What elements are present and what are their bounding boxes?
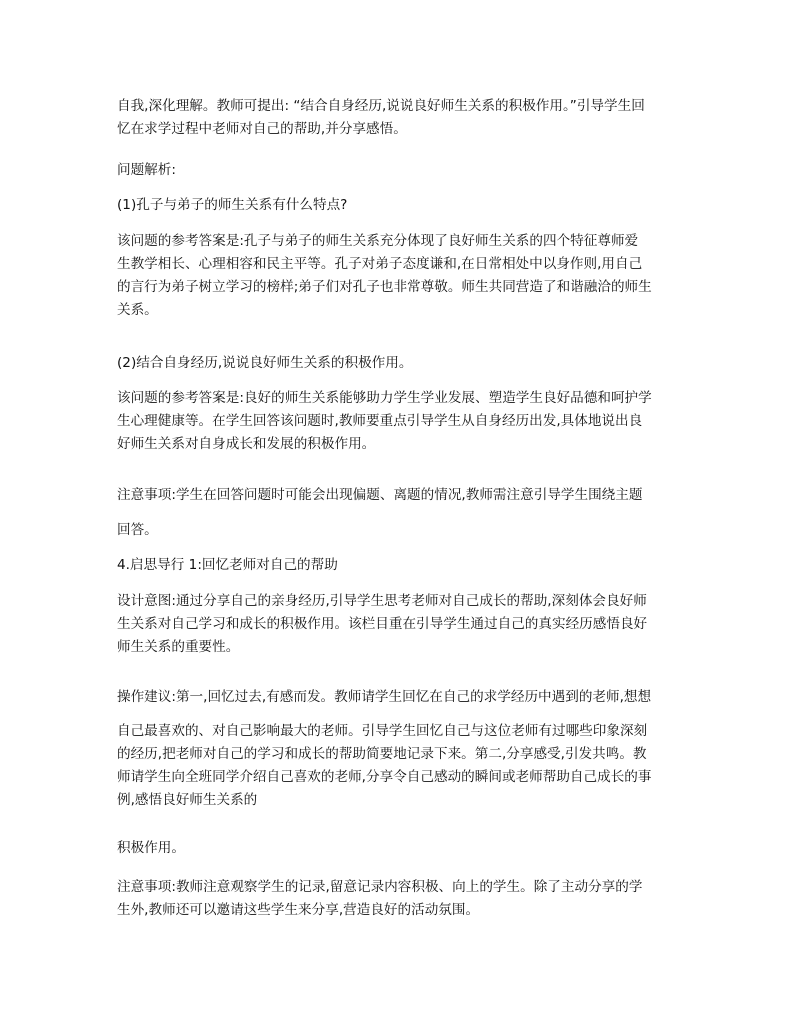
paragraph-question-2 <box>117 352 677 375</box>
text-line: 设计意图:通过分享自己的亲身经历,引导学生思考老师对自己成长的帮助,深刻体会良好师 <box>117 593 647 609</box>
text-line: 回答。 <box>117 522 158 538</box>
text-line: 忆在求学过程中老师对自己的帮助,并分享感悟。 <box>117 121 407 137</box>
text-line: 注意事项:学生在回答问题时可能会出现偏题、离题的情况,教师需注意引导学生围绕主题 <box>117 487 643 503</box>
paragraph-notes-2 <box>117 876 677 922</box>
text-line: 自我,深化理解。教师可提出: “结合自身经历,说说良好师生关系的积极作用。”引导学生回 <box>117 98 645 114</box>
text-line: 该问题的参考答案是:孔子与弟子的师生关系充分体现了良好师生关系的四个特征尊师爱 <box>117 233 639 249</box>
paragraph-question-1 <box>117 194 677 217</box>
paragraph-intro <box>117 95 677 141</box>
text-line: 积极作用。 <box>117 840 185 856</box>
section-heading <box>117 554 677 577</box>
text-line: 的言行为弟子树立学习的榜样;弟子们对孔子也非常尊敬。师生共同营造了和谐融洽的师生 <box>117 279 652 295</box>
text-line: 该问题的参考答案是:良好的师生关系能够助力学生学业发展、塑造学生良好品德和呵护学 <box>117 390 652 406</box>
text-line: 生心理健康等。在学生回答该问题时,教师要重点引导学生从自身经历出发,具体地说出良 <box>117 413 643 429</box>
text-line: 的经历,把老师对自己的学习和成长的帮助简要地记录下来。第二,分享感受,引发共鸣。教 <box>117 746 647 762</box>
text-line: 操作建议:第一,回忆过去,有感而发。教师请学生回忆在自己的求学经历中遇到的老师,想想 <box>117 689 652 705</box>
paragraph-answer-1 <box>117 230 677 322</box>
paragraph-operation-advice <box>117 686 677 709</box>
text-line: 师请学生向全班同学介绍自己喜欢的老师,分享令自己感动的瞬间或老师帮助自己成长的事 <box>117 769 652 785</box>
text-line: (2)结合自身经历,说说良好师生关系的积极作用。 <box>117 355 413 371</box>
paragraph-notes-1 <box>117 484 677 507</box>
paragraph-notes-1-cont <box>117 519 677 542</box>
text-line: 生关系对自己学习和成长的积极作用。该栏目重在引导学生通过自己的真实经历感悟良好 <box>117 616 648 632</box>
text-line: 4.启思导行 1:回忆老师对自己的帮助 <box>117 557 338 573</box>
text-line: 师生关系的重要性。 <box>117 639 240 655</box>
paragraph-operation-advice-cont <box>117 720 677 812</box>
paragraph-problem-analysis-heading <box>117 159 677 182</box>
text-line: 生教学相长、心理相容和民主平等。孔子对弟子态度谦和,在日常相处中以身作则,用自己 <box>117 256 643 272</box>
paragraph-positive-effect <box>117 837 677 860</box>
text-line: 关系。 <box>117 302 158 318</box>
text-line: 问题解析: <box>117 162 176 178</box>
text-line: 注意事项:教师注意观察学生的记录,留意记录内容积极、向上的学生。除了主动分享的学 <box>117 879 643 895</box>
text-line: 自己最喜欢的、对自己影响最大的老师。引导学生回忆自己与这位老师有过哪些印象深刻 <box>117 723 648 739</box>
text-line: 例,感悟良好师生关系的 <box>117 792 258 808</box>
text-line: 生外,教师还可以邀请这些学生来分享,营造良好的活动氛围。 <box>117 902 480 918</box>
text-line: (1)孔子与弟子的师生关系有什么特点? <box>117 197 348 213</box>
text-line: 好师生关系对自身成长和发展的积极作用。 <box>117 436 376 452</box>
paragraph-design-intent <box>117 590 677 659</box>
paragraph-answer-2 <box>117 387 677 456</box>
